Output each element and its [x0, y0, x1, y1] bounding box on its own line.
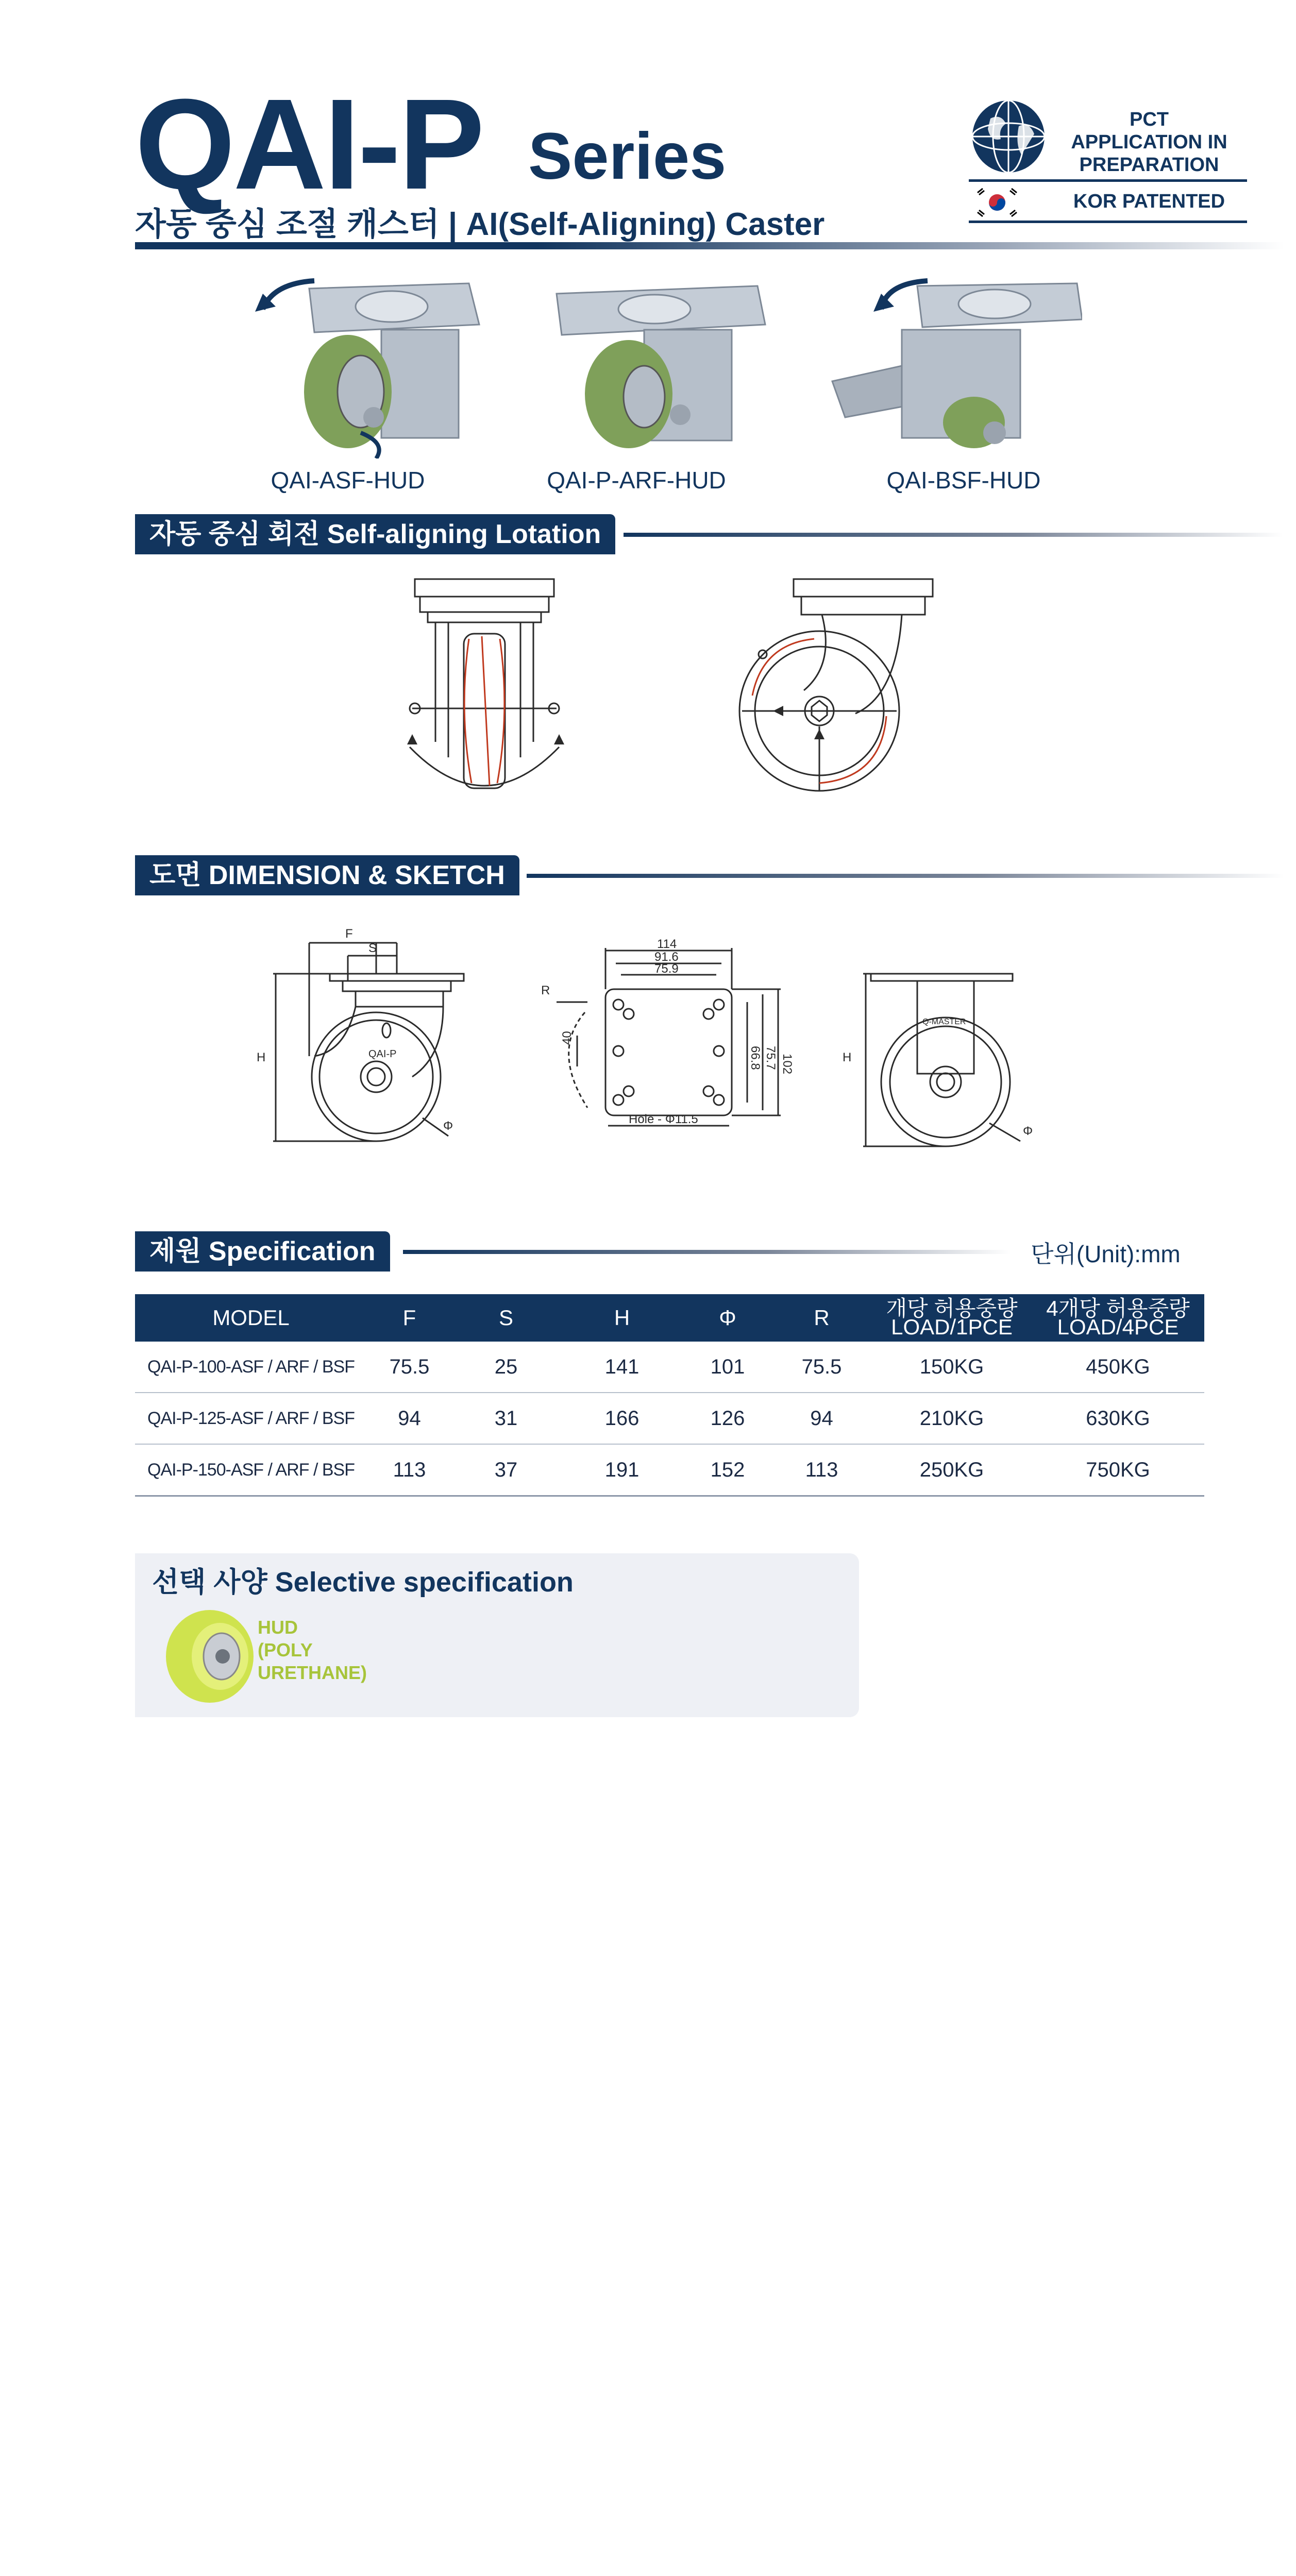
col-header-phi: Φ	[684, 1294, 771, 1342]
pct-line1: PCT	[1130, 109, 1169, 130]
dim-label-phi: Φ	[443, 1119, 453, 1133]
selective-spec-title: 선택 사양 Selective specification	[152, 1567, 574, 1598]
col-header-s: S	[452, 1294, 560, 1342]
pct-line3: PREPARATION	[1079, 154, 1219, 176]
dim-label-668: 66.8	[748, 1046, 762, 1070]
col-header-r: R	[771, 1294, 872, 1342]
product-label-bsf: QAI-BSF-HUD	[886, 467, 1041, 494]
cell-s: 25	[452, 1342, 560, 1393]
cell-f: 94	[367, 1393, 452, 1444]
cell-phi: 101	[684, 1342, 771, 1393]
unit-label: 단위(Unit):mm	[1031, 1241, 1181, 1267]
option-hud-line2: (POLY	[258, 1639, 313, 1660]
section-tab-spec: 제원 Specification	[135, 1231, 390, 1272]
cell-f: 113	[367, 1444, 452, 1496]
globe-icon	[970, 98, 1047, 175]
cell-s: 31	[452, 1393, 560, 1444]
kor-patented-text: KOR PATENTED	[1073, 191, 1225, 212]
table-row	[135, 1444, 1204, 1496]
badge-divider-top	[969, 179, 1247, 182]
product-image-arf	[551, 273, 778, 453]
korea-flag-icon	[971, 185, 1023, 219]
col-header-load4	[1032, 1294, 1204, 1342]
section-tab-dimension: 도면 DIMENSION & SKETCH	[135, 855, 519, 895]
option-hud-line3: URETHANE)	[258, 1662, 367, 1683]
load4-en: LOAD/4PCE	[1057, 1315, 1179, 1339]
cell-r: 94	[771, 1393, 872, 1444]
wheel-hud-image	[161, 1607, 259, 1705]
section-tab-rotation: 자동 중심 회전 Self-aligning Lotation	[135, 514, 615, 554]
option-hud-line1: HUD	[258, 1617, 298, 1638]
col-header-load1	[872, 1294, 1032, 1342]
section-rule-rotation	[624, 533, 1283, 537]
load4-kr: 4개당 허용중량	[1046, 1296, 1190, 1320]
cell-s: 37	[452, 1444, 560, 1496]
cell-h: 191	[560, 1444, 684, 1496]
col-header-model: MODEL	[135, 1294, 367, 1342]
cell-model: QAI-P-125-ASF / ARF / BSF	[135, 1393, 367, 1444]
dim-label-r: R	[541, 984, 550, 997]
table-header-row	[135, 1294, 1204, 1342]
col-header-h: H	[560, 1294, 684, 1342]
series-word: Series	[528, 120, 727, 193]
rotation-drawing-front	[392, 572, 587, 799]
dim-label-s: S	[368, 941, 377, 955]
header-rule	[135, 242, 1284, 249]
dim-label-f: F	[345, 927, 353, 941]
dim-label-75: 75.9	[654, 962, 679, 976]
page-subtitle: 자동 중심 조절 캐스터 | AI(Self-Aligning) Caster	[135, 207, 825, 242]
dimension-sketch-rigid	[824, 958, 1041, 1154]
brand-label-rigid: Q-MASTER	[922, 1018, 966, 1026]
dim-label-757: 75.7	[764, 1046, 778, 1070]
cell-load4: 750KG	[1032, 1444, 1204, 1496]
option-hud-text	[258, 1616, 367, 1684]
dim-label-40: 40	[560, 1031, 574, 1045]
dim-label-91: 91.6	[654, 950, 679, 964]
cell-load1: 250KG	[872, 1444, 1032, 1496]
product-image-bsf	[824, 263, 1082, 459]
load1-en: LOAD/1PCE	[891, 1315, 1013, 1339]
table-row	[135, 1342, 1204, 1393]
cell-h: 166	[560, 1393, 684, 1444]
cell-model: QAI-P-100-ASF / ARF / BSF	[135, 1342, 367, 1393]
cell-phi: 152	[684, 1444, 771, 1496]
dim-label-h-rigid: H	[843, 1050, 852, 1064]
dim-label-phi-rigid: Φ	[1023, 1124, 1033, 1138]
cell-r: 113	[771, 1444, 872, 1496]
dimension-sketch-plate	[520, 927, 799, 1133]
dim-label-102: 102	[780, 1054, 794, 1075]
cell-load1: 150KG	[872, 1342, 1032, 1393]
pct-line2: APPLICATION IN	[1071, 131, 1227, 153]
cell-load1: 210KG	[872, 1393, 1032, 1444]
cell-load4: 630KG	[1032, 1393, 1204, 1444]
cell-h: 141	[560, 1342, 684, 1393]
section-rule-spec	[403, 1250, 1011, 1254]
cell-model: QAI-P-150-ASF / ARF / BSF	[135, 1444, 367, 1496]
series-title: QAI-P	[135, 72, 483, 216]
brand-label-swivel: QAI-P	[368, 1048, 397, 1060]
spec-table	[135, 1294, 1204, 1497]
cell-phi: 126	[684, 1393, 771, 1444]
product-label-asf: QAI-ASF-HUD	[271, 467, 425, 494]
load1-kr: 개당 허용중량	[886, 1296, 1018, 1320]
pct-badge-text	[1062, 108, 1237, 176]
col-header-f: F	[367, 1294, 452, 1342]
dim-label-h: H	[257, 1050, 266, 1064]
cell-r: 75.5	[771, 1342, 872, 1393]
cell-f: 75.5	[367, 1342, 452, 1393]
dimension-sketch-swivel	[253, 922, 490, 1149]
product-label-arf: QAI-P-ARF-HUD	[547, 467, 726, 494]
product-image-asf	[253, 263, 490, 459]
cell-load4: 450KG	[1032, 1342, 1204, 1393]
table-row	[135, 1393, 1204, 1444]
badge-divider-bottom	[969, 221, 1247, 223]
dim-label-hole: Hole - Φ11.5	[629, 1112, 698, 1126]
dim-label-114: 114	[657, 937, 677, 951]
section-rule-dimension	[527, 874, 1284, 878]
rotation-drawing-side	[732, 572, 948, 799]
